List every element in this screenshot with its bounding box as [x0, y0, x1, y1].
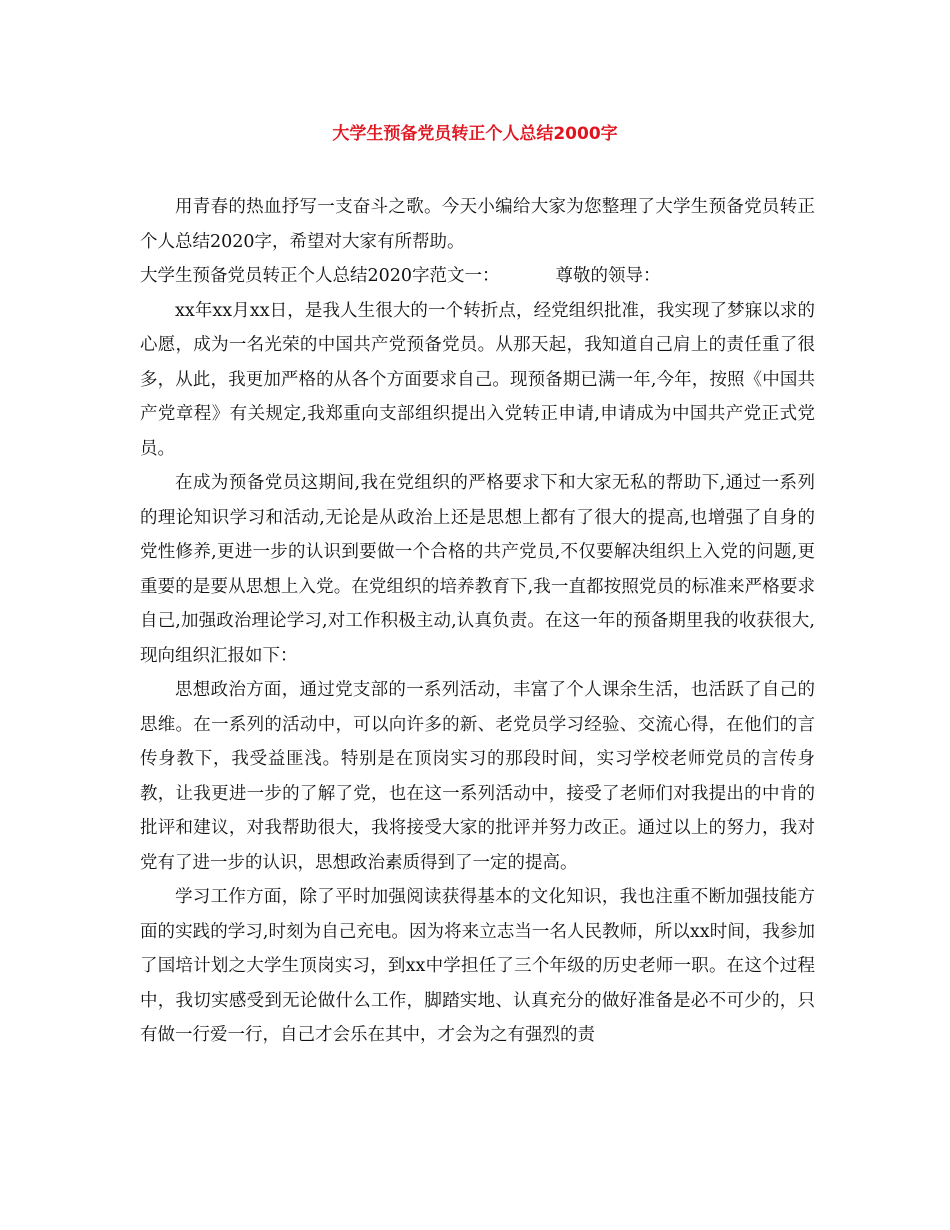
document-title: 大学生预备党员转正个人总结2000字	[332, 124, 618, 144]
sample-heading-line	[140, 259, 815, 294]
sample-heading: 大学生预备党员转正个人总结2020字范文一：	[140, 266, 500, 286]
body-paragraph: 在成为预备党员这期间,我在党组织的严格要求下和大家无私的帮助下,通过一系列的理论知识学习和活动,无论是从政治上还是思想上都有了很大的提高,也增强了自身的党性修养,更进一步的认识到要做一个合格的共产党员,不仅要解决组织上入党的问题,更重要的是要从思想上入党。在党组织的培养教育下,我一直都按照党员的标准来严格要求自己,加强政治理论学习,对工作积极主动,认真负责。在这一年的预备期里我的收获很大,现向组织汇报如下：	[140, 473, 815, 666]
salutation: 尊敬的领导：	[555, 266, 661, 286]
document-body	[140, 190, 815, 1053]
body-paragraph: 学习工作方面，除了平时加强阅读获得基本的文化知识，我也注重不断加强技能方面的实践的学习,时刻为自己充电。因为将来立志当一名人民教师，所以xx时间，我参加了国培计划之大学生顶岗实习，到xx中学担任了三个年级的历史老师一职。在这个过程中，我切实感受到无论做什么工作，脚踏实地、认真充分的做好准备是必不可少的，只有做一行爱一行，自己才会乐在其中，才会为之有强烈的责	[140, 887, 815, 1045]
intro-paragraph: 用青春的热血抒写一支奋斗之歌。今天小编给大家为您整理了大学生预备党员转正个人总结2020字，希望对大家有所帮助。	[140, 197, 815, 252]
body-paragraph: xx年xx月xx日，是我人生很大的一个转折点，经党组织批准，我实现了梦寐以求的心愿，成为一名光荣的中国共产党预备党员。从那天起，我知道自己肩上的责任重了很多，从此，我更加严格的从各个方面要求自己。现预备期已满一年,今年，按照《中国共产党章程》有关规定,我郑重向支部组织提出入党转正申请,申请成为中国共产党正式党员。	[140, 300, 815, 459]
body-paragraph: 思想政治方面，通过党支部的一系列活动，丰富了个人课余生活，也活跃了自己的思维。在一系列的活动中，可以向许多的新、老党员学习经验、交流心得，在他们的言传身教下，我受益匪浅。特别是在顶岗实习的那段时间，实习学校老师党员的言传身教，让我更进一步的了解了党，也在这一系列活动中，接受了老师们对我提出的中肯的批评和建议，对我帮助很大，我将接受大家的批评并努力改正。通过以上的努力，我对党有了进一步的认识，思想政治素质得到了一定的提高。	[140, 680, 815, 873]
